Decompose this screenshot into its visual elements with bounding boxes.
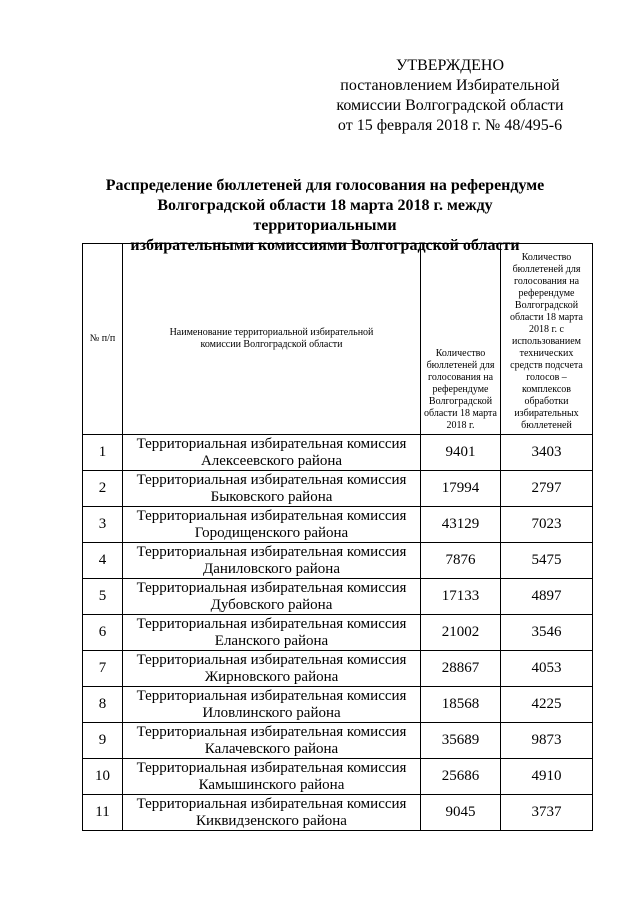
table-row	[83, 579, 593, 615]
commission-name-line1: Территориальная избирательная комиссия	[136, 723, 407, 740]
row-number: 9	[83, 723, 123, 759]
ballots-tech-amount: 4053	[501, 651, 593, 687]
ballots-tech-amount: 4897	[501, 579, 593, 615]
commission-name-line1: Территориальная избирательная комиссия	[136, 471, 407, 488]
ballots-amount: 17994	[421, 471, 501, 507]
distribution-table	[82, 243, 593, 831]
approval-line: от 15 февраля 2018 г. № 48/495-6	[337, 117, 563, 134]
table-row	[83, 759, 593, 795]
row-number: 4	[83, 543, 123, 579]
commission-name-line2: Иловлинского района	[202, 704, 341, 721]
approval-heading: УТВЕРЖДЕНО	[395, 57, 504, 74]
table-row	[83, 651, 593, 687]
commission-name	[123, 723, 421, 759]
ballots-tech-amount: 5475	[501, 543, 593, 579]
commission-name-line2: Даниловского района	[202, 560, 340, 577]
ballots-tech-amount: 4225	[501, 687, 593, 723]
commission-name	[123, 795, 421, 831]
ballots-amount: 7876	[421, 543, 501, 579]
table-row	[83, 471, 593, 507]
row-number: 7	[83, 651, 123, 687]
row-number: 3	[83, 507, 123, 543]
commission-name	[123, 651, 421, 687]
table-row	[83, 435, 593, 471]
approval-line: постановлением Избирательной	[340, 77, 560, 94]
title-line: Волгоградской области 18 марта 2018 г. между территориальными	[157, 197, 493, 234]
commission-name	[123, 579, 421, 615]
ballots-amount: 9401	[421, 435, 501, 471]
table-row	[83, 723, 593, 759]
header-amount: Количество бюллетеней для голосования на референдуме Волгоградской области 18 марта 2018 г.	[421, 244, 501, 435]
commission-name	[123, 615, 421, 651]
ballots-amount: 35689	[421, 723, 501, 759]
commission-name-line1: Территориальная избирательная комиссия	[136, 543, 407, 560]
commission-name	[123, 471, 421, 507]
table-row	[83, 615, 593, 651]
ballots-tech-amount: 9873	[501, 723, 593, 759]
header-name: Наименование территориальной избирательной комиссии Волгоградской области	[123, 244, 421, 435]
ballots-amount: 9045	[421, 795, 501, 831]
commission-name-line1: Территориальная избирательная комиссия	[136, 795, 407, 812]
commission-name-line2: Еланского района	[214, 632, 329, 649]
header-num: № п/п	[83, 244, 123, 435]
ballots-amount: 43129	[421, 507, 501, 543]
commission-name-line2: Алексеевского района	[200, 452, 343, 469]
ballots-tech-amount: 2797	[501, 471, 593, 507]
commission-name	[123, 759, 421, 795]
commission-name-line2: Быковского района	[210, 488, 333, 505]
commission-name-line1: Территориальная избирательная комиссия	[136, 651, 407, 668]
ballots-tech-amount: 3546	[501, 615, 593, 651]
commission-name-line1: Территориальная избирательная комиссия	[136, 579, 407, 596]
row-number: 8	[83, 687, 123, 723]
ballots-amount: 18568	[421, 687, 501, 723]
table-header-row	[83, 244, 593, 435]
commission-name-line1: Территориальная избирательная комиссия	[136, 687, 407, 704]
ballots-tech-amount: 7023	[501, 507, 593, 543]
commission-name-line2: Киквидзенского района	[196, 812, 347, 829]
commission-name	[123, 435, 421, 471]
table-row	[83, 687, 593, 723]
commission-name-line2: Калачевского района	[204, 740, 339, 757]
commission-name	[123, 687, 421, 723]
table-row	[83, 543, 593, 579]
row-number: 10	[83, 759, 123, 795]
row-number: 2	[83, 471, 123, 507]
ballots-tech-amount: 4910	[501, 759, 593, 795]
header-tech: Количество бюллетеней для голосования на референдуме Волгоградской области 18 марта 2018 г. с использованием технических средств подсчета голосов – комплексов обработки избирательных бюллетеней	[501, 244, 593, 435]
approval-line: комиссии Волгоградской области	[336, 97, 564, 114]
ballots-amount: 21002	[421, 615, 501, 651]
ballots-amount: 17133	[421, 579, 501, 615]
commission-name-line2: Дубовского района	[210, 596, 333, 613]
commission-name-line2: Жирновского района	[204, 668, 339, 685]
commission-name-line2: Камышинского района	[198, 776, 345, 793]
commission-name	[123, 543, 421, 579]
approval-stamp	[300, 56, 600, 136]
commission-name-line1: Территориальная избирательная комиссия	[136, 435, 407, 452]
row-number: 11	[83, 795, 123, 831]
table-row	[83, 795, 593, 831]
title-line: избирательными комиссиями Волгоградской области	[130, 237, 520, 254]
row-number: 6	[83, 615, 123, 651]
ballots-amount: 25686	[421, 759, 501, 795]
commission-name-line1: Территориальная избирательная комиссия	[136, 615, 407, 632]
commission-name	[123, 507, 421, 543]
ballots-tech-amount: 3737	[501, 795, 593, 831]
table-row	[83, 507, 593, 543]
ballots-tech-amount: 3403	[501, 435, 593, 471]
title-line: Распределение бюллетеней для голосования на референдуме	[105, 177, 545, 194]
row-number: 5	[83, 579, 123, 615]
commission-name-line2: Городищенского района	[194, 524, 349, 541]
ballots-amount: 28867	[421, 651, 501, 687]
commission-name-line1: Территориальная избирательная комиссия	[136, 507, 407, 524]
commission-name-line1: Территориальная избирательная комиссия	[136, 759, 407, 776]
row-number: 1	[83, 435, 123, 471]
